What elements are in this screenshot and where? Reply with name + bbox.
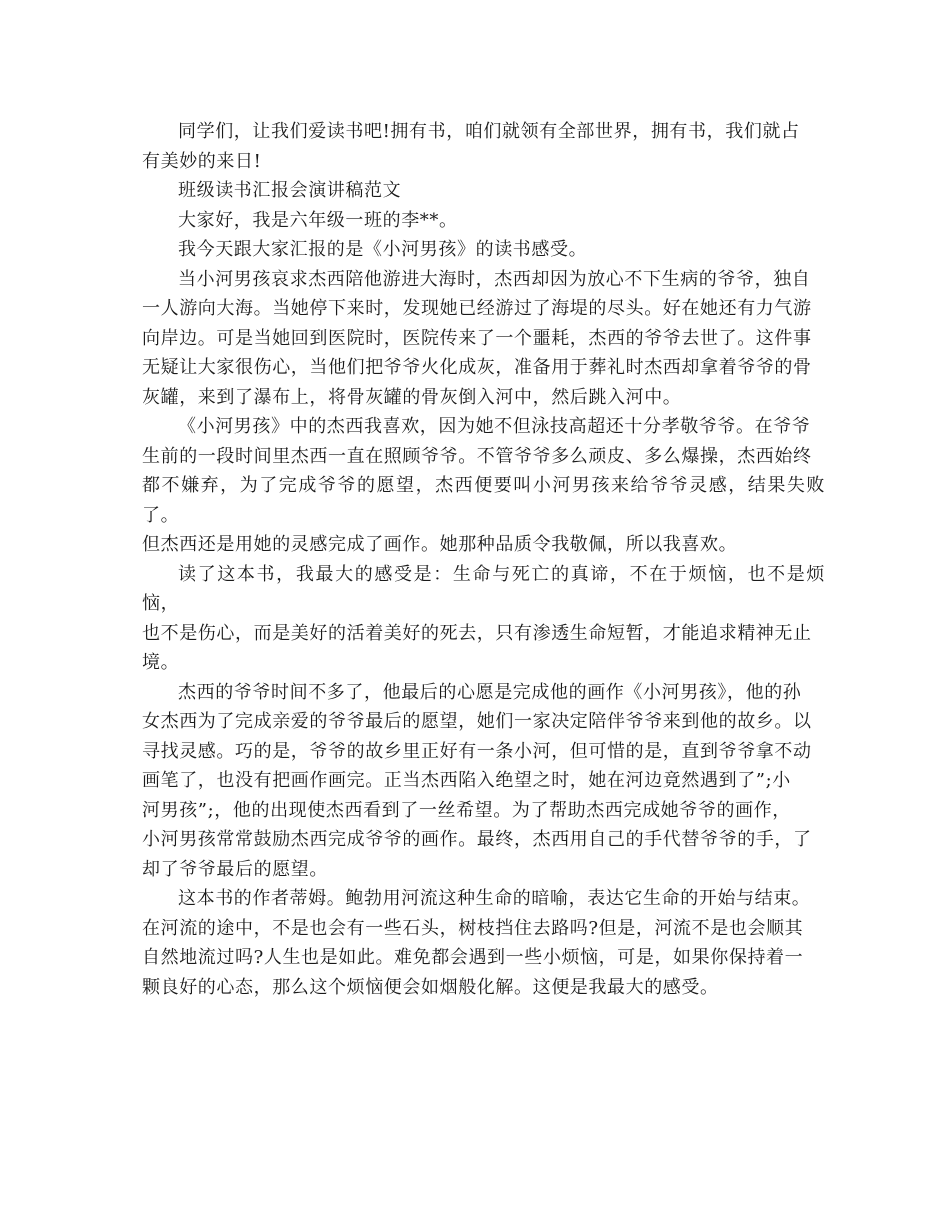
text-line: 境。 (142, 652, 180, 673)
paragraph-greeting (142, 206, 825, 236)
text-line: 我今天跟大家汇报的是《小河男孩》的读书感受。 (178, 239, 588, 260)
text-line: 《小河男孩》中的杰西我喜欢，因为她不但泳技高超还十分孝敬爷爷。在爷爷 (178, 416, 811, 437)
text-line: 但杰西还是用她的灵感完成了画作。她那种品质令我敬佩，所以我喜欢。 (142, 534, 738, 555)
paragraph-story-1 (142, 265, 825, 413)
text-line: 当小河男孩哀求杰西陪他游进大海时，杰西却因为放心不下生病的爷爷，独自 (178, 268, 811, 290)
paragraph-character (142, 412, 825, 560)
text-line: 河男孩”;，他的出现使杰西看到了一丝希望。为了帮助杰西完成她爷爷的画作， (142, 799, 791, 821)
text-line: 读了这本书，我最大的感受是：生命与死亡的真谛，不在于烦恼，也不是烦恼， (142, 563, 825, 614)
text-line: 在河流的途中，不是也会有一些石头，树枝挡住去路吗?但是，河流不是也会顺其 (142, 917, 804, 939)
text-line: 杰西的爷爷时间不多了，他最后的心愿是完成他的画作《小河男孩》，他的孙 (178, 681, 802, 703)
text-line: 女杰西为了完成亲爱的爷爷最后的愿望，她们一家决定陪伴爷爷来到他的故乡。以 (142, 711, 812, 732)
text-line: 灰罐，来到了瀑布上，将骨灰罐的骨灰倒入河中，然后跳入河中。 (142, 386, 682, 408)
text-line: 无疑让大家很伤心，当他们把爷爷火化成灰，准备用于葬礼时杰西却拿着爷爷的骨 (142, 357, 812, 378)
section-title (142, 176, 825, 206)
paragraph-topic (142, 235, 825, 265)
text-line: 这本书的作者蒂姆。鲍勃用河流这种生命的暗喻，表达它生命的开始与结束。 (178, 888, 811, 909)
text-line: 却了爷爷最后的愿望。 (142, 858, 328, 880)
paragraph-conclusion (142, 884, 825, 1002)
text-line: 同学们，让我们爱读书吧!拥有书，咱们就领有全部世界，拥有书，我们就占 (178, 121, 800, 142)
text-line: 也不是伤心，而是美好的活着美好的死去，只有渗透生命短暂，才能追求精神无止 (142, 622, 812, 644)
text-line: 都不嫌弃，为了完成爷爷的愿望，杰西便要叫小河男孩来给爷爷灵感，结果失败了。 (142, 475, 825, 526)
paragraph-closing-exhortation (142, 117, 825, 176)
text-line: 小河男孩常常鼓励杰西完成爷爷的画作。最终，杰西用自己的手代替爷爷的手，了 (142, 829, 812, 850)
text-line: 一人游向大海。当她停下来时，发现她已经游过了海堤的尽头。好在她还有力气游 (142, 298, 812, 319)
text-line: 自然地流过吗?人生也是如此。难免都会遇到一些小烦恼，可是，如果你保持着一 (142, 947, 804, 968)
text-line: 向岸边。可是当她回到医院时，医院传来了一个噩耗，杰西的爷爷去世了。这件事 (142, 327, 812, 349)
text-line: 颗良好的心态，那么这个烦恼便会如烟般化解。这便是我最大的感受。 (142, 976, 719, 998)
text-line: 寻找灵感。巧的是，爷爷的故乡里正好有一条小河，但可惜的是，直到爷爷拿不动 (142, 740, 812, 762)
text-line: 大家好，我是六年级一班的李**。 (178, 209, 458, 231)
text-line: 生前的一段时间里杰西一直在照顾爷爷。不管爷爷多么顽皮、多么爆操，杰西始终 (142, 445, 812, 467)
paragraph-story-2 (142, 678, 825, 885)
document-page (142, 117, 825, 1002)
paragraph-feeling (142, 560, 825, 678)
text-line: 班级读书汇报会演讲稿范文 (178, 180, 402, 201)
text-line: 画笔了，也没有把画作画完。正当杰西陷入绝望之时，她在河边竟然遇到了”;小 (142, 770, 791, 791)
text-line: 有美妙的来日! (142, 150, 262, 172)
